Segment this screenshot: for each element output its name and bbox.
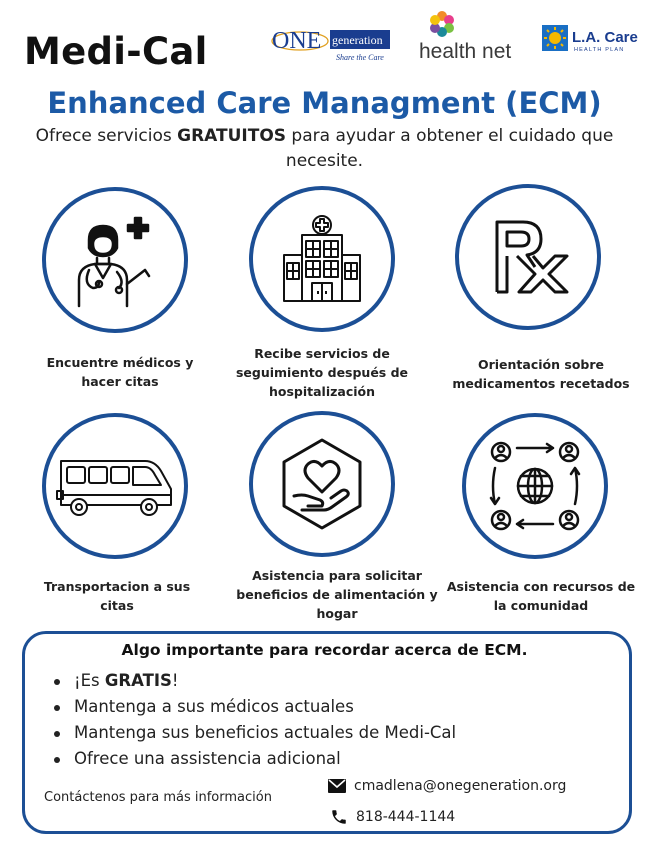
reminder-title: Algo importante para recordar acerca de ECM.	[121, 641, 528, 659]
service-caption-hospital: Recibe servicios de seguimiento después de hospitalización	[235, 346, 409, 399]
bullet-free-start: ¡Es	[74, 671, 105, 690]
service-circle-prescription	[455, 184, 601, 330]
reminder-list	[52, 668, 456, 772]
contact-email[interactable]: cmadlena@onegeneration.org	[354, 778, 567, 794]
list-item: Mantenga sus beneficios actuales de Medi-Cal	[52, 720, 456, 746]
lacare-subtitle: HEALTH PLAN	[574, 47, 625, 53]
tagline-text-start: Ofrece servicios	[35, 126, 178, 146]
sun-icon	[542, 25, 568, 51]
contact-email-row	[328, 778, 566, 794]
van-icon	[55, 451, 175, 521]
tagline	[10, 124, 639, 174]
tagline-bold: GRATUITOS	[177, 126, 287, 146]
envelope-icon	[328, 779, 346, 793]
contact-phone-row	[330, 808, 455, 826]
tagline-text-end: para ayudar a obtener el cuidado que necesite.	[285, 126, 614, 171]
page-title: Medi-Cal	[24, 30, 208, 73]
service-circle-food-housing	[249, 411, 395, 557]
service-caption-doctor: Encuentre médicos y hacer citas	[46, 355, 194, 389]
hospital-icon	[274, 211, 370, 307]
community-globe-icon	[485, 436, 585, 536]
contact-label: Contáctenos para más información	[44, 790, 272, 805]
lacare-logo	[540, 22, 640, 54]
onegeneration-slogan: Share the Care	[336, 53, 384, 62]
list-item: Ofrece una assistencia adicional	[52, 746, 456, 772]
service-circle-doctor	[42, 187, 188, 333]
doctor-icon	[65, 210, 165, 310]
lacare-wordmark: L.A. Care	[572, 29, 638, 46]
service-caption-transport: Transportacion a sus citas	[43, 579, 191, 613]
service-circle-transport	[42, 413, 188, 559]
onegeneration-generation: generation	[332, 33, 383, 47]
service-caption-food-housing: Asistencia para solicitar beneficios de alimentación y hogar	[236, 568, 438, 621]
page-subtitle: Enhanced Care Managment (ECM)	[47, 86, 602, 120]
service-caption-prescription: Orientación sobre medicamentos recetados	[452, 357, 630, 391]
list-item	[52, 668, 456, 694]
healthnet-logo	[417, 8, 521, 66]
onegeneration-one: ONE	[272, 28, 322, 54]
service-circle-hospital	[249, 186, 395, 332]
flower-icon	[430, 11, 454, 37]
heart-hand-icon	[272, 434, 372, 534]
service-circle-community	[462, 413, 608, 559]
phone-icon	[330, 808, 348, 826]
onegeneration-logo	[270, 22, 392, 64]
prescription-icon	[483, 212, 573, 302]
healthnet-wordmark: health net	[419, 40, 512, 63]
service-caption-community: Asistencia con recursos de la comunidad	[446, 579, 636, 613]
bullet-free-end: !	[171, 671, 179, 690]
contact-phone[interactable]: 818-444-1144	[356, 809, 456, 825]
list-item: Mantenga a sus médicos actuales	[52, 694, 456, 720]
bullet-free-bold: GRATIS	[104, 671, 172, 690]
